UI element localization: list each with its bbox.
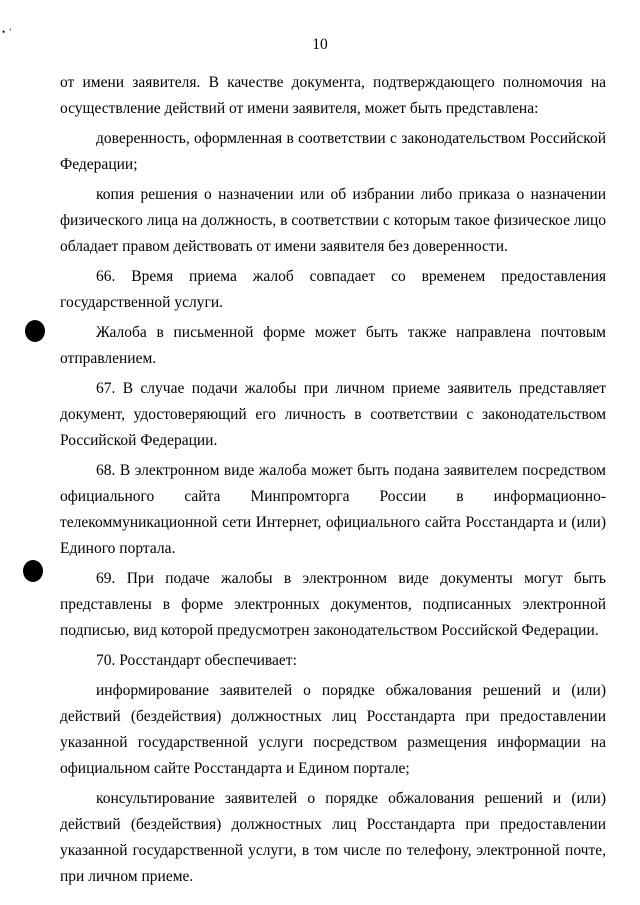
paragraph-67: 67. В случае подачи жалобы при личном приеме заявитель представляет документ, удостоверяющий его личность в соответствии с законодательством Российской Федерации. [60,380,606,449]
paragraph-70: 70. Росстандарт обеспечивает: [96,652,297,669]
paragraph-power-of-attorney: доверенность, оформленная в соответствии с законодательством Российской Федерации; [60,130,606,173]
page-number: 10 [312,36,328,53]
paragraph-continuation: от имени заявителя. В качестве документа, подтверждающего полномочия на осуществление действий от имени заявителя, может быть представлена: [60,74,606,117]
paragraph-69: 69. При подаче жалобы в электронном виде документы могут быть представлены в форме электронных документов, подписанных электронной подписью, вид которой предусмотрен законодательством Российской Федерации. [60,570,606,639]
document-body [60,70,606,894]
paragraph-written-complaint: Жалоба в письменной форме может быть также направлена почтовым отправлением. [60,324,606,367]
paragraph-appointment-copy: копия решения о назначении или об избрании либо приказа о назначении физического лица на должность, в соответствии с которым такое физическое лицо обладает правом действовать от имени заявителя без доверенности. [60,186,606,255]
punch-hole-top [25,320,45,342]
paragraph-66: 66. Время приема жалоб совпадает со временем предоставления государственной услуги. [60,268,606,311]
paragraph-68: 68. В электронном виде жалоба может быть подана заявителем посредством официального сайта Минпромторга России в информационно-телекоммуникационной сети Интернет, официального сайта Росстандарта и (или) Единого портала. [60,462,606,557]
punch-hole-bottom [23,560,43,582]
scan-mark: • ' [2,27,13,37]
paragraph-consulting: консультирование заявителей о порядке обжалования решений и (или) действий (бездействия) должностных лиц Росстандарта при предоставлении указанной государственной услуги, в том числе по телефону, электронной почте, при личном приеме. [60,790,606,885]
paragraph-informing: информирование заявителей о порядке обжалования решений и (или) действий (бездействия) должностных лиц Росстандарта при предоставлении указанной государственной услуги посредством размещения информации на официальном сайте Росстандарта и Едином портале; [60,682,606,777]
